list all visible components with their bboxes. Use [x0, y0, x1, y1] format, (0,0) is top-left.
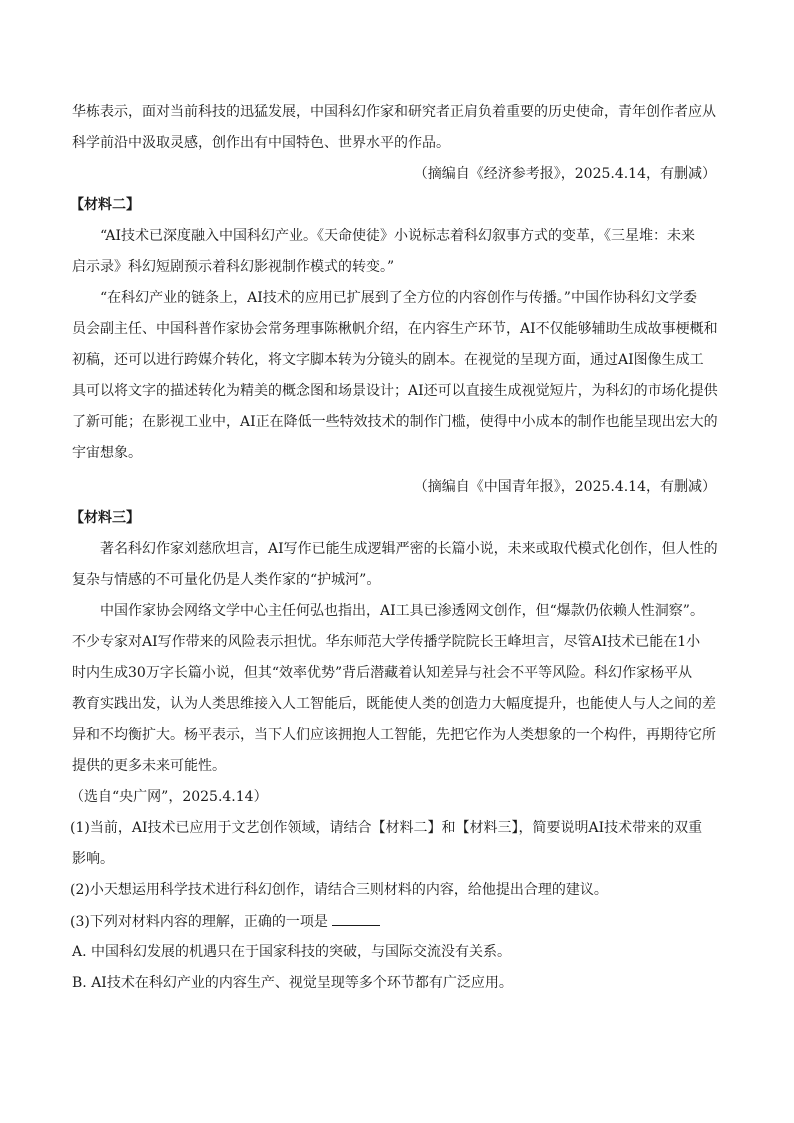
material2-para2-line-2: 员会副主任、中国科普作家协会常务理事陈楸帆介绍，在内容生产环节，AI不仅能够辅助生成故事梗概和 — [72, 321, 718, 337]
material1-source: （摘编自《经济参考报》，2025.4.14，有删减） — [413, 166, 716, 182]
material1-line-1: 华栋表示，面对当前科技的迅猛发展，中国科幻作家和研究者正肩负着重要的历史使命，青年创作者应从 — [72, 104, 716, 120]
material3-para1-line-1: 著名科幻作家刘慈欣坦言，AI写作已能生成逻辑严密的长篇小说，未来或取代模式化创作，但人性的 — [100, 541, 718, 557]
material2-para2-line-4: 具可以将文字的描述转化为精美的概念图和场景设计；AI还可以直接生成视觉短片，为科幻的市场化提供 — [72, 383, 718, 399]
option-a: A. 中国科幻发展的机遇只在于国家科技的突破，与国际交流没有关系。 — [72, 944, 512, 960]
question-3-text: (3)下列对材料内容的理解，正确的一项是 — [70, 914, 328, 930]
material2-para1-line-2: 启示录》科幻短剧预示着科幻影视制作模式的转变。” — [72, 259, 395, 275]
material3-para2-line-6: 提供的更多未来可能性。 — [72, 758, 226, 774]
material3-para1-line-2: 复杂与情感的不可量化仍是人类作家的“护城河”。 — [72, 572, 381, 588]
material2-para1-line-1: “AI技术已深度融入中国科幻产业。《天命使徒》小说标志着科幻叙事方式的变革，《三星堆：未来 — [100, 228, 695, 244]
material3-para2-line-3: 时内生成30万字长篇小说，但其“效率优势”背后潜藏着认知差异与社会不平等风险。科幻作家杨平从 — [72, 665, 693, 681]
material2-para2-line-5: 了新可能；在影视工业中，AI正在降低一些特效技术的制作门槛，使得中小成本的制作也能呈现出宏大的 — [72, 414, 718, 430]
answer-blank[interactable] — [332, 911, 380, 926]
material3-para2-line-2: 不少专家对AI写作带来的风险表示担忧。华东师范大学传播学院院长王峰坦言，尽管AI技术已能在1小 — [72, 634, 701, 650]
material2-para2-line-3: 初稿，还可以进行跨媒介转化，将文字脚本转为分镜头的剧本。在视觉的呈现方面，通过AI图像生成工 — [72, 352, 704, 368]
material3-para2-line-1: 中国作家协会网络文学中心主任何弘也指出，AI工具已渗透网文创作，但“爆款仍依赖人性洞察”。 — [100, 603, 704, 619]
material2-para2-line-6: 宇宙想象。 — [72, 445, 142, 461]
option-b: B. AI技术在科幻产业的内容生产、视觉呈现等多个环节都有广泛应用。 — [72, 975, 513, 991]
material3-para2-line-5: 异和不均衡扩大。杨平表示，当下人们应该拥抱人工智能，先把它作为人类想象的一个构件，再期待它所 — [72, 727, 716, 743]
material1-line-2: 科学前沿中汲取灵感，创作出有中国特色、世界水平的作品。 — [72, 135, 450, 151]
material3-para2-line-4: 教育实践出发，认为人类思维接入人工智能后，既能使人类的创造力大幅度提升，也能使人与人之间的差 — [72, 696, 716, 712]
question-2: (2)小天想运用科学技术进行科幻创作，请结合三则材料的内容，给他提出合理的建议。 — [70, 882, 608, 898]
material2-source: （摘编自《中国青年报》，2025.4.14，有删减） — [413, 479, 716, 495]
material3-source: （选自“央广网”，2025.4.14） — [70, 789, 268, 805]
material3-heading: 【材料三】 — [70, 510, 140, 526]
material2-para2-line-1: “在科幻产业的链条上，AI技术的应用已扩展到了全方位的内容创作与传播。”中国作协科幻文学委 — [100, 290, 697, 306]
material2-heading: 【材料二】 — [70, 197, 140, 213]
question-1-line-2: 影响。 — [72, 851, 114, 867]
question-1-line-1: (1)当前，AI技术已应用于文艺创作领域，请结合【材料二】和【材料三】，简要说明AI技术带来的双重 — [70, 820, 703, 836]
question-3 — [70, 911, 720, 931]
